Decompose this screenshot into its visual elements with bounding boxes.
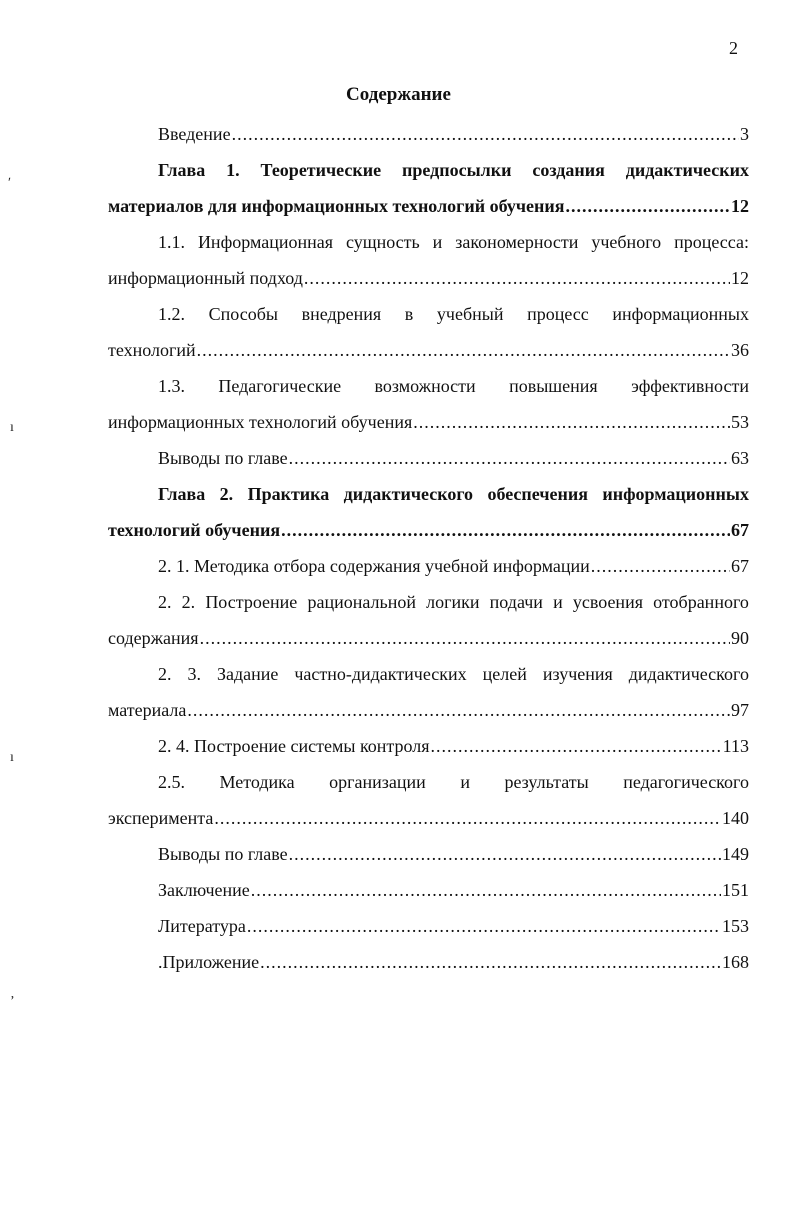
toc-entry-page: 168 bbox=[722, 952, 749, 972]
word: Глава bbox=[158, 484, 206, 504]
toc-section-1-2-cont[interactable] bbox=[108, 332, 749, 368]
word: результаты bbox=[504, 772, 589, 792]
word: 1.1. bbox=[158, 232, 185, 252]
toc-entry-page: 113 bbox=[722, 736, 749, 756]
word: и bbox=[432, 232, 443, 252]
word: 2. bbox=[158, 664, 172, 684]
word: и bbox=[460, 772, 470, 792]
word: дидактического bbox=[343, 484, 474, 504]
toc-entry-page: 36 bbox=[731, 340, 749, 360]
word: сущность bbox=[345, 232, 420, 252]
leader-dots bbox=[260, 944, 721, 980]
toc-entry-literature[interactable] bbox=[108, 908, 749, 944]
toc-entry-label: информационный подход bbox=[108, 268, 303, 288]
word: усвоения bbox=[572, 592, 643, 612]
word: повышения bbox=[509, 376, 598, 396]
word: обеспечения bbox=[487, 484, 588, 504]
word: Педагогические bbox=[218, 376, 342, 396]
word: предпосылки bbox=[401, 160, 512, 180]
word: 2.5. bbox=[158, 772, 185, 792]
word: целей bbox=[482, 664, 527, 684]
word: организации bbox=[329, 772, 426, 792]
toc-entry-page: 151 bbox=[722, 880, 749, 900]
leader-dots bbox=[232, 116, 739, 152]
toc-entry-label: Введение bbox=[158, 124, 231, 144]
leader-dots bbox=[566, 188, 730, 224]
toc-section-1-1[interactable] bbox=[108, 224, 749, 260]
toc-entry-page: 12 bbox=[731, 268, 749, 288]
toc-section-2-3[interactable] bbox=[108, 656, 749, 692]
toc-entry-label: 2. 1. Методика отбора содержания учебной информации bbox=[158, 556, 590, 576]
toc-entry-label: материалов для информационных технологий обучения bbox=[108, 196, 565, 216]
word: учебного bbox=[591, 232, 662, 252]
word: внедрения bbox=[301, 304, 382, 324]
toc-entry-page: 63 bbox=[731, 448, 749, 468]
word: 2. bbox=[181, 592, 196, 612]
toc-entry-page: 153 bbox=[722, 916, 749, 936]
toc-entry-label: 2. 4. Построение системы контроля bbox=[158, 736, 430, 756]
word: 1.3. bbox=[158, 376, 185, 396]
toc-chapter-2-heading-cont[interactable] bbox=[108, 512, 749, 548]
word: Теоретические bbox=[260, 160, 382, 180]
table-of-contents bbox=[108, 116, 749, 980]
word: дидактических bbox=[625, 160, 749, 180]
toc-section-2-5-cont[interactable] bbox=[108, 800, 749, 836]
toc-entry-label: .Приложение bbox=[158, 952, 260, 972]
toc-entry-label: эксперимента bbox=[108, 808, 214, 828]
word: 2. bbox=[158, 592, 172, 612]
toc-entry-label: технологий bbox=[108, 340, 196, 360]
toc-chapter-1-heading-cont[interactable] bbox=[108, 188, 749, 224]
word: процесса: bbox=[674, 232, 749, 252]
word: Задание bbox=[216, 664, 279, 684]
word: Глава bbox=[158, 160, 206, 180]
toc-entry-page: 90 bbox=[731, 628, 749, 648]
toc-section-2-3-cont[interactable] bbox=[108, 692, 749, 728]
toc-entry-label: Выводы по главе bbox=[158, 844, 288, 864]
word: в bbox=[404, 304, 414, 324]
leader-dots bbox=[591, 548, 730, 584]
leader-dots bbox=[431, 728, 722, 764]
word: 1. bbox=[226, 160, 240, 180]
toc-entry-page: 97 bbox=[731, 700, 749, 720]
word: 3. bbox=[187, 664, 201, 684]
toc-entry-label: материала bbox=[108, 700, 187, 720]
toc-entry-page: 12 bbox=[731, 196, 749, 216]
toc-entry-page: 53 bbox=[731, 412, 749, 432]
toc-entry-label: Литература bbox=[158, 916, 246, 936]
word: Практика bbox=[247, 484, 330, 504]
word: эффективности bbox=[631, 376, 749, 396]
toc-entry-conclusion[interactable] bbox=[108, 872, 749, 908]
word: информационных bbox=[602, 484, 749, 504]
toc-section-2-2[interactable] bbox=[108, 584, 749, 620]
word: педагогического bbox=[623, 772, 749, 792]
toc-section-2-1[interactable] bbox=[108, 548, 749, 584]
toc-entry-page: 140 bbox=[722, 808, 749, 828]
word: возможности bbox=[374, 376, 476, 396]
word: дидактического bbox=[628, 664, 749, 684]
word: информационных bbox=[612, 304, 749, 324]
word: изучения bbox=[542, 664, 613, 684]
toc-entry-page: 67 bbox=[731, 556, 749, 576]
leader-dots bbox=[281, 512, 730, 548]
leader-dots bbox=[187, 692, 730, 728]
toc-section-2-5[interactable] bbox=[108, 764, 749, 800]
toc-section-2-4[interactable] bbox=[108, 728, 749, 764]
word: Способы bbox=[208, 304, 278, 324]
toc-section-1-3-cont[interactable] bbox=[108, 404, 749, 440]
toc-entry-label: содержания bbox=[108, 628, 199, 648]
toc-chapter-1-conclusions[interactable] bbox=[108, 440, 749, 476]
word: Построение bbox=[205, 592, 298, 612]
scan-mark: ʼ bbox=[10, 994, 15, 1009]
toc-chapter-1-heading[interactable] bbox=[108, 152, 749, 188]
leader-dots bbox=[304, 260, 730, 296]
toc-chapter-2-heading[interactable] bbox=[108, 476, 749, 512]
toc-entry-label: технологий обучения bbox=[108, 520, 281, 540]
word: логики bbox=[426, 592, 480, 612]
toc-entry-page: 149 bbox=[722, 844, 749, 864]
word: создания bbox=[532, 160, 605, 180]
scan-mark: ı bbox=[10, 750, 14, 765]
word: Информационная bbox=[197, 232, 334, 252]
toc-entry-appendix[interactable] bbox=[108, 944, 749, 980]
word: 2. bbox=[219, 484, 234, 504]
leader-dots bbox=[197, 332, 730, 368]
scan-mark: ʹ bbox=[8, 176, 12, 191]
word: частно-дидактических bbox=[294, 664, 467, 684]
word: 1.2. bbox=[158, 304, 185, 324]
toc-entry-label: Заключение bbox=[158, 880, 250, 900]
toc-section-2-2-cont[interactable] bbox=[108, 620, 749, 656]
toc-section-1-2[interactable] bbox=[108, 296, 749, 332]
scan-mark: ı bbox=[10, 420, 14, 435]
toc-entry-page: 3 bbox=[740, 124, 749, 144]
leader-dots bbox=[251, 872, 721, 908]
toc-entry-label: Выводы по главе bbox=[158, 448, 288, 468]
toc-entry-label: информационных технологий обучения bbox=[108, 412, 413, 432]
leader-dots bbox=[289, 440, 730, 476]
toc-entry-page: 67 bbox=[731, 520, 749, 540]
toc-section-1-3[interactable] bbox=[108, 368, 749, 404]
leader-dots bbox=[214, 800, 721, 836]
word: закономерности bbox=[455, 232, 579, 252]
leader-dots bbox=[200, 620, 730, 656]
page-number: 2 bbox=[729, 38, 738, 58]
word: и bbox=[553, 592, 563, 612]
word: подачи bbox=[489, 592, 543, 612]
word: процесс bbox=[527, 304, 589, 324]
page-title: Содержание bbox=[346, 84, 451, 105]
word: учебный bbox=[436, 304, 504, 324]
word: отобранного bbox=[653, 592, 749, 612]
word: рациональной bbox=[307, 592, 416, 612]
toc-section-1-1-cont[interactable] bbox=[108, 260, 749, 296]
word: Методика bbox=[219, 772, 295, 792]
leader-dots bbox=[289, 836, 721, 872]
toc-chapter-2-conclusions[interactable] bbox=[108, 836, 749, 872]
leader-dots bbox=[247, 908, 721, 944]
toc-entry-introduction[interactable] bbox=[108, 116, 749, 152]
leader-dots bbox=[413, 404, 730, 440]
